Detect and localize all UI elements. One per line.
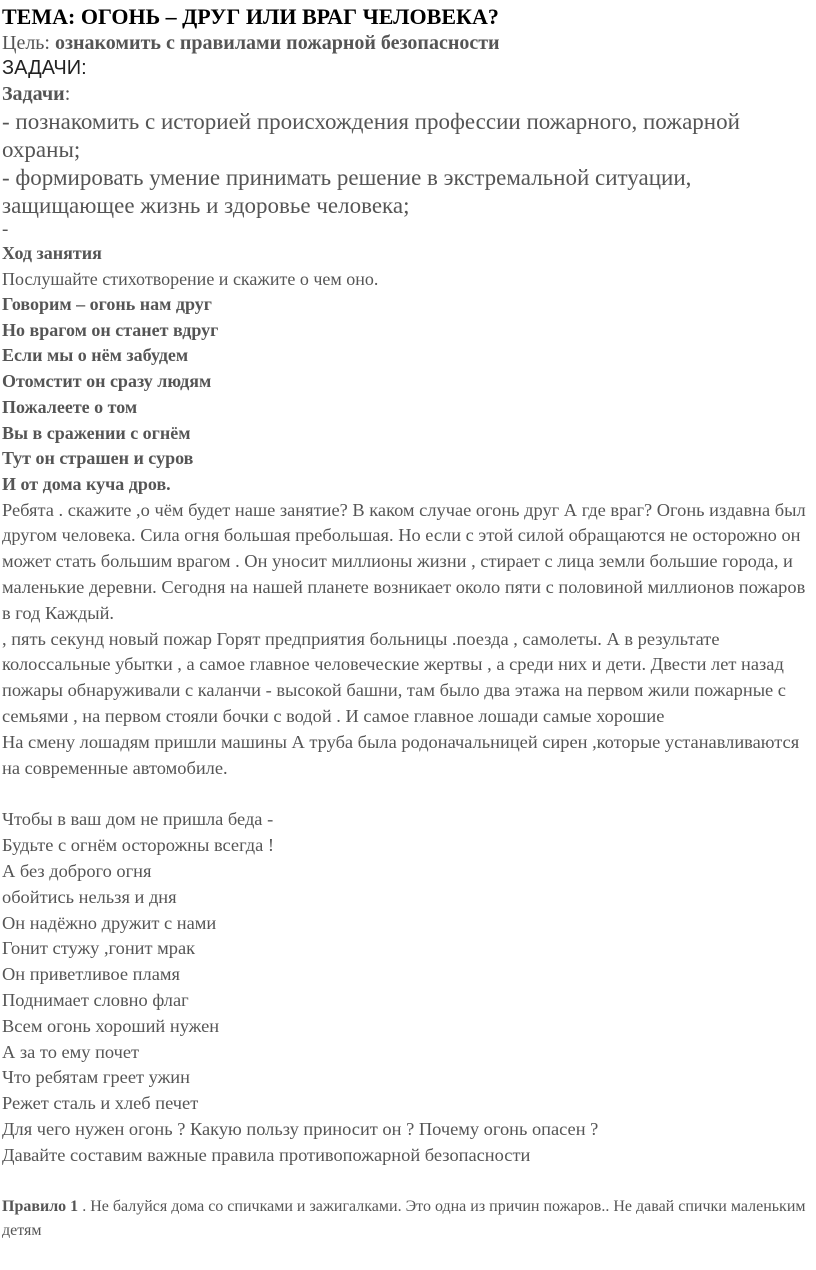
task-item: - формировать умение принимать решение в экстремальной ситуации, защищающее жизнь и здоровье человека; — [2, 165, 692, 218]
poem-line: Он приветливое пламя — [2, 964, 180, 985]
rule-1-text: . Не балуйся дома со спичками и зажигалками. Это одна из причин пожаров.. Не давай спички маленьким детям — [2, 1197, 806, 1239]
lesson-heading-text: Ход занятия — [2, 243, 102, 263]
goal-text: ознакомить с правилами пожарной безопасности — [54, 32, 500, 54]
task-item: - — [2, 219, 9, 240]
paragraph: На смену лошадям пришли машины А труба была родоначальницей сирен ,которые устанавливаются на современные автомобиле. — [2, 731, 800, 778]
poem-line: обойтись нельзя и дня — [2, 886, 177, 907]
tasks-caps-heading: ЗАДАЧИ: — [2, 57, 87, 79]
document-page — [2, 0, 814, 1243]
task-item: - познакомить с историей происхождения профессии пожарного, пожарной охраны; — [2, 109, 740, 162]
rule-1 — [2, 1195, 814, 1243]
tasks-label: Задачи — [2, 83, 65, 105]
poem-line: Пожалеете о том — [2, 396, 138, 417]
poem-first — [2, 292, 814, 498]
poem-line: Режет сталь и хлеб печет — [2, 1093, 199, 1114]
goal-line: Цель: ознакомить с правилами пожарной безопасности — [2, 32, 500, 54]
poem-line: Вы в сражении с огнём — [2, 422, 191, 443]
spacer — [2, 1169, 814, 1195]
poem-second — [2, 807, 814, 1117]
poem-line: Будьте с огнём осторожны всегда ! — [2, 835, 274, 856]
poem-line: Гонит стужу ,гонит мрак — [2, 938, 196, 959]
paragraph: , пять секунд новый пожар Горят предприятия больницы .поезда , самолеты. А в результате колоссальные убытки , а самое главное человеческие жертвы , а среди них и дети. Двести лет назад пожары обнаруживали с каланчи - высокой башни, там было два этажа на первом жили пожарные с семьями , на первом стояли бочки с водой . И самое главное лошади самые хорошие — [2, 628, 786, 726]
poem-line: Но врагом он станет вдруг — [2, 319, 219, 340]
poem-line: Он надёжно дружит с нами — [2, 912, 217, 933]
page-title: ТЕМА: ОГОНЬ – ДРУГ ИЛИ ВРАГ ЧЕЛОВЕКА? — [2, 4, 499, 29]
rules-intro: Давайте составим важные правила противопожарной безопасности — [2, 1144, 531, 1165]
paragraph: Ребята . скажите ,о чём будет наше занятие? В каком случае огонь друг А где враг? Огонь издавна был другом человека. Сила огня большая пребольшая. Но если с этой силой обращаются не осторожно он может стать большим врагом . Он уносит миллионы жизни , стирает с лица земли большие города, и маленькие деревни. Сегодня на нашей планете возникает около пяти с половиной миллионов пожаров в год Каждый. — [2, 499, 806, 623]
spacer — [2, 781, 814, 807]
poem-line: А за то ему почет — [2, 1041, 140, 1062]
poem-line: Говорим – огонь нам друг — [2, 294, 212, 314]
rule-1-label: Правило 1 — [2, 1197, 79, 1215]
tasks-heading: Задачи: — [2, 83, 71, 105]
poem-line: Если мы о нём забудем — [2, 345, 189, 366]
poem-line: Всем огонь хороший нужен — [2, 1015, 220, 1036]
poem-line: Чтобы в ваш дом не пришла беда - — [2, 809, 274, 830]
poem-line: А без доброго огня — [2, 860, 152, 881]
poem-line: Тут он страшен и суров — [2, 448, 194, 469]
lesson-intro: Послушайте стихотворение и скажите о чем оно. — [2, 269, 379, 289]
poem-line: Поднимает словно флаг — [2, 989, 189, 1010]
questions-line: Для чего нужен огонь ? Какую пользу приносит он ? Почему огонь опасен ? — [2, 1118, 599, 1139]
goal-label: Цель — [2, 32, 45, 54]
poem-line: Отомстит он сразу людям — [2, 371, 212, 392]
poem-line: И от дома куча дров. — [2, 473, 171, 494]
poem-line: Что ребятам греет ужин — [2, 1067, 190, 1088]
lesson-heading — [2, 240, 814, 266]
